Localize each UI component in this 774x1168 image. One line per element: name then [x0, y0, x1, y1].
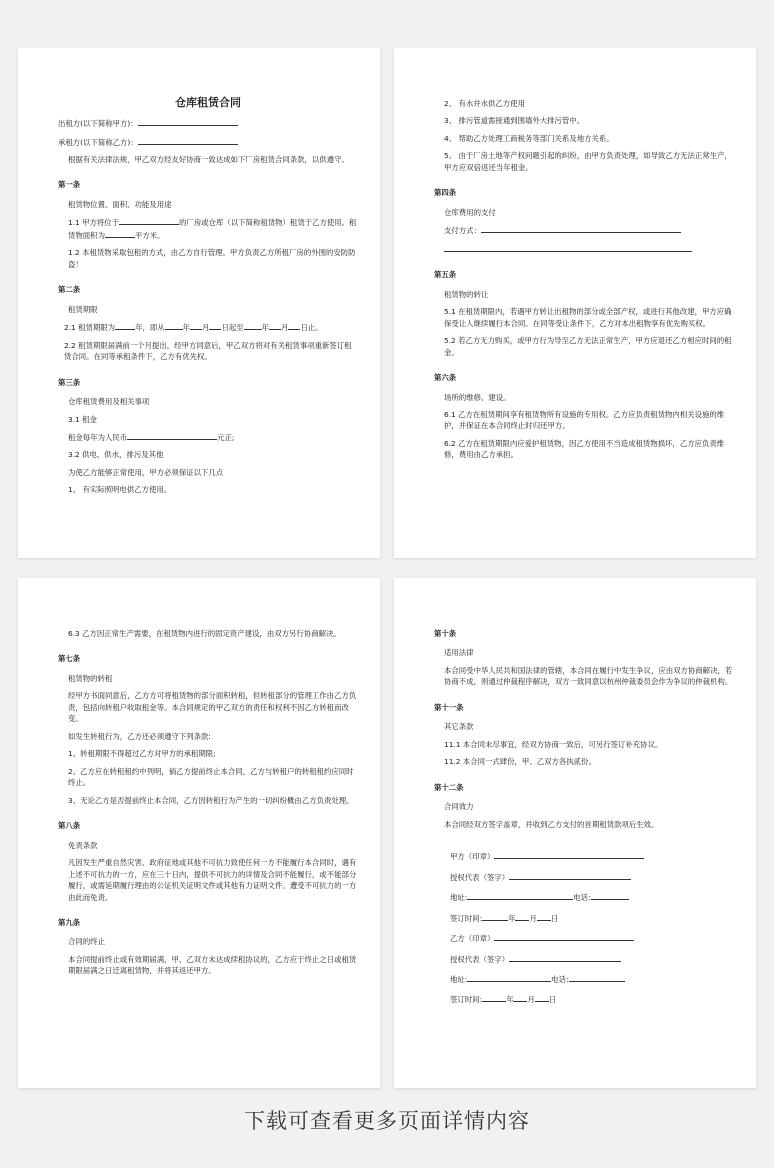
party-b-date-line [450, 993, 734, 1005]
section-1-title: 租赁物位置、面积、功能及用途 [68, 199, 172, 209]
section-9-heading: 第九条 [58, 917, 81, 927]
download-more-caption: 下载可查看更多页面详情内容 [244, 1109, 530, 1133]
party-a-year-blank [482, 912, 508, 921]
section-2-title: 租赁期限 [68, 304, 98, 314]
section-6-heading: 第六条 [434, 373, 457, 383]
clause-6-2: 6.2 乙方在租赁期限内应爱护租赁物，因乙方使用不当造成租赁物损坏，乙方应负责维修，费用由乙方承担。 [444, 438, 725, 460]
clause-1-1-c: 平方米。 [134, 230, 165, 240]
clause-2-1-e: 日起至 [221, 323, 244, 333]
section-1-heading: 第一条 [58, 180, 81, 190]
party-b-month-blank [513, 993, 527, 1002]
payment-method-label: 支付方式： [444, 226, 481, 236]
party-a-seal-blank [494, 850, 644, 859]
lessor-label: 出租方(以下简称甲方)： [58, 119, 138, 129]
clause-3-2-item-1: 1、 有实际照明电供乙方使用。 [68, 485, 172, 495]
section-2-heading: 第二条 [58, 285, 81, 295]
clause-1-1 [58, 216, 358, 241]
party-b-day-blank [535, 993, 549, 1002]
clause-5-2: 5.2 若乙方无力购买，或甲方行为导至乙方无法正常生产，甲方应退还乙方相应时间的租金。 [444, 336, 732, 357]
section-4-heading: 第四条 [434, 188, 457, 198]
party-a-seal-line [450, 850, 734, 862]
section-7-heading: 第七条 [58, 654, 81, 664]
party-b-seal-line [450, 932, 734, 944]
party-a-phone-blank [591, 891, 629, 900]
end-month-blank [269, 321, 281, 330]
party-b-address-blank [467, 973, 551, 982]
document-title: 仓库租赁合同 [175, 96, 241, 109]
lessee-label: 承租方(以下简称乙方)： [58, 137, 138, 147]
clause-3-2-item-5: 5、 由于厂房土地等产权问题引起的纠纷，由甲方负责处理，如导致乙方无法正常生产，甲方应双倍返还当年租金。 [444, 151, 732, 172]
clause-3-2-item-3: 3、 排污管道需接通到围墙外大排污管中。 [444, 116, 585, 126]
section-5-title: 租赁物的转让 [444, 289, 489, 299]
document-page-2 [394, 48, 756, 558]
area-blank [105, 229, 135, 238]
party-b-month-label: 月 [527, 995, 535, 1005]
party-b-year-blank [482, 993, 506, 1002]
section-7-item-2: 2、乙方应在转租租约中列明，倘乙方提前终止本合同，乙方与转租户的转租租约应同时终止。 [68, 766, 354, 788]
rent-blank [127, 431, 217, 440]
clause-11-1: 11.1 本合同未尽事宜，经双方协商一致后，可另行签订补充协议。 [444, 739, 663, 749]
preamble: 根据有关法律法规，甲乙双方经友好协商一致达成如下厂房租赁合同条款，以供遵守。 [68, 154, 349, 164]
party-b-rep-blank [509, 953, 621, 962]
section-7-item-1: 1、转租期限不得超过乙方对甲方的承租期限; [68, 749, 216, 759]
party-a-address-line [450, 891, 734, 903]
party-a-year-label: 年 [508, 913, 516, 923]
party-b-address-line [450, 973, 734, 985]
clause-1-1-a: 1.1 甲方将位于 [68, 218, 120, 228]
clause-2-1-f: 年 [261, 323, 270, 333]
party-b-date-label: 签订时间: [450, 995, 483, 1005]
years-blank [115, 321, 135, 330]
rent-suffix: 元正; [217, 433, 235, 443]
party-b-seal-blank [494, 932, 634, 941]
party-b-year-label: 年 [506, 995, 514, 1005]
clause-2-1-b: 年，即从 [135, 323, 165, 333]
section-12-body: 本合同经双方签字盖章，并收到乙方支付的首期租赁款项后生效。 [444, 819, 659, 829]
section-8-title: 免责条款 [68, 840, 98, 850]
party-b-seal-label: 乙方（印章） [450, 934, 495, 944]
section-7-item-3: 3、无论乙方是否提前终止本合同，乙方因转租行为产生的一切纠纷概由乙方负责处理。 [68, 795, 354, 805]
party-a-month-label: 月 [529, 913, 537, 923]
section-4-title: 仓库费用的支付 [444, 207, 496, 217]
document-page-3 [18, 578, 380, 1088]
clause-3-2: 3.2 供电、供水，排污及其他 [68, 450, 164, 460]
rent-label: 租金每年为人民币 [68, 433, 128, 443]
party-a-rep-blank [509, 871, 631, 880]
party-a-day-blank [537, 912, 551, 921]
party-a-date-line [450, 912, 734, 924]
payment-method-line [434, 224, 734, 236]
section-6-title: 场所的维修、建设。 [444, 392, 511, 402]
party-b-phone-blank [569, 973, 625, 982]
section-8-heading: 第八条 [58, 821, 81, 831]
section-8-body: 凡因发生严重自然灾害、政府征地或其他不可抗力致使任何一方不能履行本合同时，遇有上述不可抗力的一方，应在三十日内，提供不可抗力的详情及合同不能履行，或不能部分履行，或需延期履行理由的公证机关证明文件或其他有力证明文件。遭受不可抗力的一方由此而免责。 [68, 858, 357, 902]
start-year-blank [165, 321, 183, 330]
section-11-heading: 第十一条 [434, 702, 464, 712]
location-blank [119, 216, 179, 225]
section-7-body: 经甲方书面同意后，乙方方可将租赁物的部分面积转租，但转租部分的管理工作由乙方负责，包括向转租户收取租金等。本合同规定的甲乙双方的责任和权利不因乙方转租而改变。 [68, 691, 357, 724]
lessee-line [58, 136, 358, 148]
clause-2-1-g: 月 [281, 323, 289, 333]
party-a-phone-label: 电话: [573, 893, 591, 903]
party-a-date-label: 签订时间: [450, 913, 483, 923]
section-10-heading: 第十条 [434, 629, 457, 638]
clause-3-2-item-2: 2、 有水井水供乙方使用 [444, 99, 525, 108]
document-page-1 [18, 48, 380, 558]
document-page-4 [394, 578, 756, 1088]
section-9-body: 本合同提前终止或有效期届满，甲、乙双方未达成续租协议的，乙方应于终止之日或租赁期限届满之日迁离租赁物，并将其返还甲方。 [68, 954, 357, 976]
party-a-address-blank [467, 891, 573, 900]
rent-line [58, 431, 358, 443]
end-year-blank [244, 321, 262, 330]
party-a-address-label: 地址: [450, 893, 468, 903]
clause-6-3: 6.3 乙方因正常生产需要，在租赁物内进行的固定资产建设，由双方另行协商解决。 [68, 629, 341, 638]
clause-2-1-c: 年 [182, 323, 191, 333]
clause-3-2-intro: 为使乙方能够正常使用，甲方必须保证以下几点 [68, 467, 224, 477]
party-b-rep-label: 授权代表（签字） [450, 954, 510, 964]
clause-2-2: 2.2 租赁期限届满前一个月提出，经甲方同意后，甲乙双方将对有关租赁事项重新签订租赁合同。在同等承租条件下，乙方有优先权。 [64, 340, 352, 362]
clause-2-1-a: 2.1 租赁期限为 [64, 323, 116, 333]
party-a-day-label: 日 [550, 913, 559, 923]
party-a-month-blank [515, 912, 529, 921]
party-b-address-label: 地址: [450, 974, 468, 984]
clause-2-1-d: 月 [202, 323, 210, 333]
start-day-blank [209, 321, 221, 330]
start-month-blank [190, 321, 202, 330]
party-b-day-label: 日 [548, 995, 557, 1005]
lessor-line [58, 117, 358, 129]
clause-3-2-item-4: 4、 帮助乙方处理工商税务等部门关系及地方关系。 [444, 133, 614, 143]
party-a-rep-line [450, 871, 734, 883]
section-7-title: 租赁物的转租 [68, 673, 113, 683]
clause-11-2: 11.2 本合同一式肆份，甲、乙双方各执贰份。 [444, 757, 596, 767]
party-a-seal-label: 甲方（印章） [450, 852, 495, 862]
clause-1-2: 1.2 本租赁物采取包租的方式，由乙方自行管理。甲方负责乙方所租厂房的外围的安防防盗！ [68, 248, 356, 269]
section-12-heading: 第十二条 [434, 782, 464, 792]
clause-3-1: 3.1 租金 [68, 414, 97, 424]
party-b-rep-line [450, 953, 734, 965]
clause-6-1: 6.1 乙方在租赁期间享有租赁物所有设施的专用权。乙方应负责租赁物内相关设施的维护，并保证在本合同终止时归还甲方。 [444, 409, 725, 431]
section-10-body: 本合同受中华人民共和国法律的管辖，本合同在履行中发生争议，应由双方协商解决，若协商不成，则通过仲裁程序解决，双方一致同意以杭州仲裁委员会作为争议的仲裁机构。 [444, 665, 733, 687]
section-3-heading: 第三条 [58, 377, 81, 387]
lessee-blank [138, 136, 238, 145]
section-3-title: 仓库租赁费用及相关事项 [68, 397, 150, 407]
clause-2-1-h: 日止。 [300, 323, 323, 333]
payment-method-blank-2 [444, 243, 692, 252]
clause-5-1: 5.1 在租赁期限内，若遇甲方转让出租物的部分或全部产权，或进行其他改建，甲方应确保受让人继续履行本合同。在同等受让条件下，乙方对本出租物享有优先购买权。 [444, 307, 732, 328]
clause-2-1 [58, 321, 358, 333]
clause-1-1-b: 的厂房或仓库（以下简称租赁物）租赁于乙方使用。租赁物面积为 [68, 218, 357, 240]
end-day-blank [288, 321, 300, 330]
section-5-heading: 第五条 [434, 270, 457, 280]
section-11-title: 其它条款 [444, 722, 474, 732]
section-9-title: 合同的终止 [68, 937, 105, 947]
party-a-rep-label: 授权代表（签字） [450, 872, 510, 882]
lessor-blank [138, 117, 238, 126]
section-12-title: 合同效力 [444, 802, 474, 812]
party-b-phone-label: 电话: [551, 974, 569, 984]
payment-method-line-2 [434, 243, 734, 255]
section-7-intro: 如发生转租行为，乙方还必须遵守下列条款: [68, 731, 211, 741]
section-10-title: 适用法律 [444, 648, 474, 658]
payment-method-blank [481, 224, 681, 233]
